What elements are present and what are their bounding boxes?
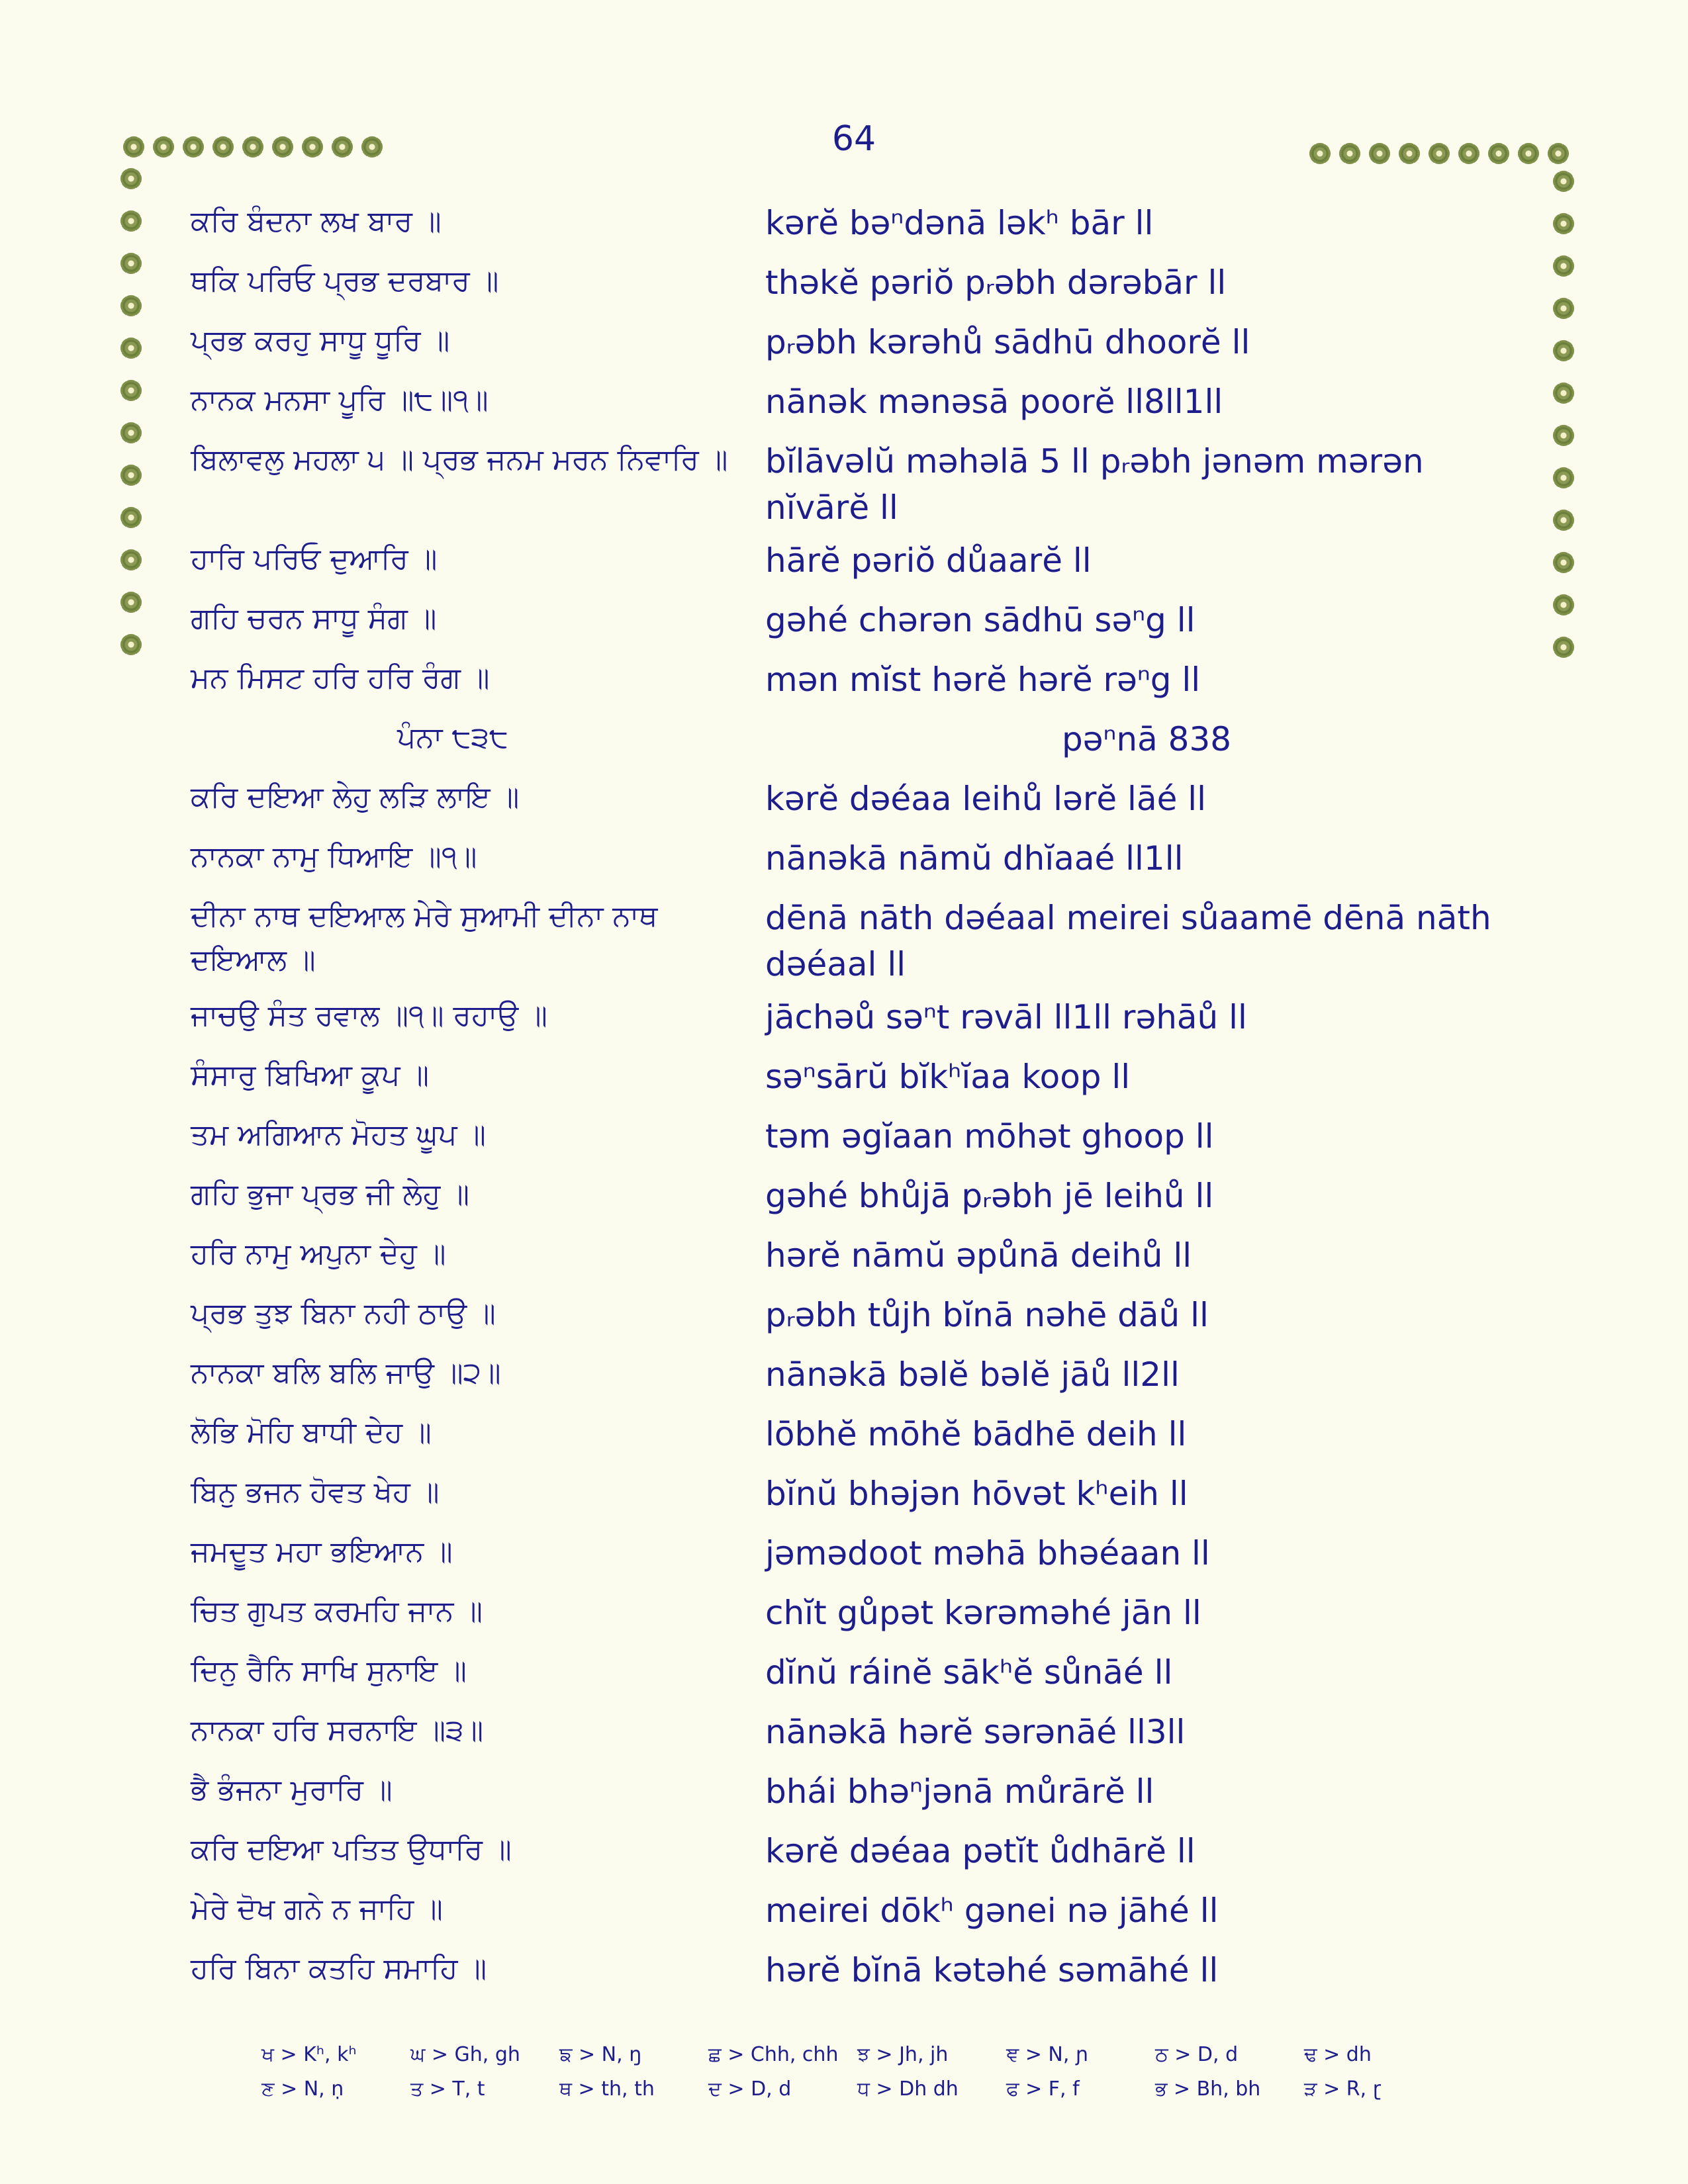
flower-ornament-icon	[120, 380, 142, 401]
transliteration-text: nānək mənəsā poorĕ ll8ll1ll	[765, 383, 1223, 421]
transliteration-text: nānəkā nāmŭ dhĭaaé ll1ll	[765, 839, 1184, 878]
legend-entry: ਢ > dh	[1304, 2042, 1372, 2066]
gurmukhi-text: ਮੇਰੇ ਦੋਖ ਗਨੇ ਨ ਜਾਹਿ ॥	[191, 1892, 443, 1926]
transliteration-text: dēnā nāth dəéaal meirei sůaamē dēnā nāth dəéaal ll	[765, 899, 1491, 983]
gurmukhi-text: ਮਨ ਮਿਸਟ ਹਰਿ ਹਰਿ ਰੰਗ ॥	[191, 661, 490, 695]
transliteration-text: kərĕ dəéaa pətĭt ůdhārĕ ll	[765, 1832, 1196, 1870]
flower-ornament-icon	[120, 338, 142, 359]
gurmukhi-text: ਗਹਿ ਚਰਨ ਸਾਧੂ ਸੰਗ ॥	[191, 602, 437, 635]
legend-entry: ਣ > N, ṇ	[261, 2077, 344, 2101]
flower-ornament-icon	[1553, 383, 1574, 404]
flower-ornament-icon	[1553, 213, 1574, 234]
transliteration-text: pᵣəbh kərəhů sādhū dhoorĕ ll	[765, 323, 1250, 361]
gurmukhi-text: ਨਾਨਕਾ ਨਾਮੁ ਧਿਆਇ ॥੧॥	[191, 840, 477, 874]
transliteration-text: gəhé bhůjā pᵣəbh jē leihů ll	[765, 1177, 1214, 1215]
transliteration-text: chĭt gůpət kərəməhé jān ll	[765, 1594, 1201, 1632]
legend-row	[261, 2037, 1453, 2071]
transliteration-legend	[261, 2037, 1453, 2106]
flower-ornament-icon	[1553, 510, 1574, 531]
flower-ornament-icon	[1553, 637, 1574, 658]
legend-entry: ਠ > D, d	[1155, 2042, 1239, 2066]
transliteration-text: səⁿsārŭ bĭkʰĭaa koop ll	[765, 1058, 1131, 1096]
transliteration-text: hərĕ nāmŭ əpůnā deihů ll	[765, 1236, 1192, 1275]
gurmukhi-text: ਹਰਿ ਬਿਨਾ ਕਤਹਿ ਸਮਾਹਿ ॥	[191, 1952, 487, 1985]
flower-ornament-icon	[242, 136, 263, 158]
flower-ornament-icon	[1399, 143, 1420, 164]
flower-ornament-icon	[120, 549, 142, 570]
legend-entry: ਛ > Chh, chh	[708, 2042, 839, 2066]
flower-ornament-icon	[120, 507, 142, 528]
transliteration-text: təm əgĭaan mōhət ghoop ll	[765, 1117, 1214, 1156]
gurmukhi-text: ਲੋਭਿ ਮੋਹਿ ਬਾਧੀ ਦੇਹ ॥	[191, 1416, 432, 1449]
transliteration-text: lōbhĕ mōhĕ bādhē deih ll	[765, 1415, 1187, 1453]
flower-ornament-icon	[120, 295, 142, 316]
transliteration-text: hərĕ bĭnā kətəhé səmāhé ll	[765, 1951, 1219, 1989]
gurmukhi-text: ਪ੍ਰਭ ਕਰਹੁ ਸਾਧੂ ਧੂਰਿ ॥	[191, 324, 450, 357]
border-top-left	[123, 136, 383, 158]
gurmukhi-text: ਥਕਿ ਪਰਿਓ ਪ੍ਰਭ ਦਰਬਾਰ ॥	[191, 264, 499, 298]
gurmukhi-page-marker: ਪੰਨਾ ੮੩੮	[397, 721, 508, 754]
gurmukhi-text: ਤਮ ਅਗਿਆਨ ਮੋਹਤ ਘੂਪ ॥	[191, 1118, 486, 1152]
flower-ornament-icon	[332, 136, 353, 158]
flower-ornament-icon	[1429, 143, 1450, 164]
flower-ornament-icon	[120, 465, 142, 486]
flower-ornament-icon	[361, 136, 383, 158]
gurmukhi-text: ਬਿਲਾਵਲੁ ਮਹਲਾ ੫ ॥ ਪ੍ਰਭ ਜਨਮ ਮਰਨ ਨਿਵਾਰਿ ॥	[191, 443, 728, 477]
border-right	[1553, 171, 1574, 658]
legend-entry: ੜ > R, ɽ	[1304, 2077, 1382, 2101]
legend-entry: ਞ > N, ɲ	[1006, 2042, 1089, 2066]
flower-ornament-icon	[120, 210, 142, 232]
transliteration-text: bĭnŭ bhəjən hōvət kʰeih ll	[765, 1475, 1188, 1513]
border-left	[120, 168, 142, 655]
flower-ornament-icon	[120, 592, 142, 613]
flower-ornament-icon	[120, 634, 142, 655]
border-top-right	[1309, 143, 1569, 164]
page-number: 64	[831, 119, 876, 159]
transliteration-text: jāchəů səⁿt rəvāl ll1ll rəhāů ll	[765, 998, 1247, 1036]
flower-ornament-icon	[120, 253, 142, 274]
legend-entry: ਘ > Gh, gh	[410, 2042, 520, 2066]
flower-ornament-icon	[1553, 425, 1574, 446]
flower-ornament-icon	[1369, 143, 1390, 164]
transliteration-text: mən mĭst hərĕ hərĕ rəⁿg ll	[765, 660, 1201, 699]
flower-ornament-icon	[1309, 143, 1331, 164]
gurmukhi-text: ਦਿਨੁ ਰੈਨਿ ਸਾਖਿ ਸੁਨਾਇ ॥	[191, 1654, 467, 1688]
gurmukhi-text: ਗਹਿ ਭੁਜਾ ਪ੍ਰਭ ਜੀ ਲੇਹੁ ॥	[191, 1177, 470, 1211]
flower-ornament-icon	[1553, 171, 1574, 192]
gurmukhi-text: ਹਰਿ ਨਾਮੁ ਅਪੁਨਾ ਦੇਹੁ ॥	[191, 1237, 446, 1271]
flower-ornament-icon	[123, 136, 144, 158]
flower-ornament-icon	[183, 136, 204, 158]
gurmukhi-text: ਨਾਨਕਾ ਹਰਿ ਸਰਨਾਇ ॥੩॥	[191, 1713, 484, 1747]
flower-ornament-icon	[1553, 552, 1574, 573]
flower-ornament-icon	[1339, 143, 1360, 164]
gurmukhi-text: ਹਾਰਿ ਪਰਿਓ ਦੁਆਰਿ ॥	[191, 542, 438, 576]
gurmukhi-text: ਜਮਦੂਤ ਮਹਾ ਭਇਆਨ ॥	[191, 1535, 453, 1569]
transliteration-text: nānəkā hərĕ sərənāé ll3ll	[765, 1713, 1186, 1751]
flower-ornament-icon	[272, 136, 293, 158]
legend-entry: ਖ > Kʰ, kʰ	[261, 2042, 357, 2066]
gurmukhi-text: ਕਰਿ ਦਇਆ ਪਤਿਤ ਉਧਾਰਿ ॥	[191, 1833, 512, 1866]
transliteration-text: hārĕ pəriŏ důaarĕ ll	[765, 541, 1092, 580]
gurmukhi-text: ਕਰਿ ਬੰਦਨਾ ਲਖ ਬਾਰ ॥	[191, 205, 442, 238]
gurmukhi-text: ਪ੍ਰਭ ਤੁਝ ਬਿਨਾ ਨਹੀ ਠਾਉ ॥	[191, 1297, 496, 1330]
flower-ornament-icon	[1553, 467, 1574, 488]
flower-ornament-icon	[1518, 143, 1539, 164]
gurmukhi-text: ਨਾਨਕ ਮਨਸਾ ਪੂਰਿ ॥੮॥੧॥	[191, 383, 489, 417]
flower-ornament-icon	[1458, 143, 1479, 164]
gurmukhi-text: ਚਿਤ ਗੁਪਤ ਕਰਮਹਿ ਜਾਨ ॥	[191, 1594, 483, 1628]
legend-entry: ਫ > F, f	[1006, 2077, 1080, 2101]
legend-entry: ਦ > D, d	[708, 2077, 792, 2101]
legend-entry: ਙ > N, ŋ	[559, 2042, 642, 2066]
transliteration-text: pᵣəbh tůjh bĭnā nəhē dāů ll	[765, 1296, 1209, 1334]
gurmukhi-text: ਕਰਿ ਦਇਆ ਲੇਹੁ ਲੜਿ ਲਾਇ ॥	[191, 780, 520, 814]
flower-ornament-icon	[120, 422, 142, 443]
flower-ornament-icon	[212, 136, 234, 158]
legend-entry: ਧ > Dh dh	[857, 2077, 959, 2101]
transliteration-text: bĭlāvəlŭ məhəlā 5 ll pᵣəbh jənəm mərən nĭvārĕ ll	[765, 442, 1424, 527]
transliteration-text: dĭnŭ ráinĕ sākʰĕ sůnāé ll	[765, 1653, 1173, 1692]
flower-ornament-icon	[1488, 143, 1509, 164]
legend-entry: ਥ > th, th	[559, 2077, 655, 2101]
legend-entry: ਝ > Jh, jh	[857, 2042, 949, 2066]
gurmukhi-text: ਦੀਨਾ ਨਾਥ ਦਇਆਲ ਮੇਰੇ ਸੁਆਮੀ ਦੀਨਾ ਨਾਥ ਦਇਆਲ ॥	[191, 899, 658, 977]
flower-ornament-icon	[1553, 298, 1574, 319]
gurmukhi-text: ਸੰਸਾਰੁ ਬਿਖਿਆ ਕੂਪ ॥	[191, 1058, 430, 1092]
legend-entry: ਤ > T, t	[410, 2077, 485, 2101]
legend-row	[261, 2071, 1453, 2106]
transliteration-text: nānəkā bəlĕ bəlĕ jāů ll2ll	[765, 1355, 1180, 1394]
flower-ornament-icon	[1548, 143, 1569, 164]
flower-ornament-icon	[1553, 594, 1574, 615]
transliteration-page-marker: pəⁿnā 838	[1062, 720, 1232, 758]
transliteration-text: jəmədoot məhā bhəéaan ll	[765, 1534, 1210, 1572]
flower-ornament-icon	[1553, 255, 1574, 277]
legend-entry: ਭ > Bh, bh	[1155, 2077, 1261, 2101]
transliteration-text: gəhé chərən sādhū səⁿg ll	[765, 601, 1196, 639]
flower-ornament-icon	[153, 136, 174, 158]
transliteration-text: kərĕ bəⁿdənā ləkʰ bār ll	[765, 204, 1154, 242]
flower-ornament-icon	[302, 136, 323, 158]
transliteration-text: bhái bhəⁿjənā můrārĕ ll	[765, 1772, 1154, 1811]
transliteration-text: thəkĕ pəriŏ pᵣəbh dərəbār ll	[765, 263, 1227, 302]
gurmukhi-text: ਜਾਚਉ ਸੰਤ ਰਵਾਲ ॥੧॥ ਰਹਾਉ ॥	[191, 999, 547, 1032]
flower-ornament-icon	[1553, 340, 1574, 361]
transliteration-text: meirei dōkʰ gənei nə jāhé ll	[765, 1891, 1219, 1930]
transliteration-text: kərĕ dəéaa leihů lərĕ lāé ll	[765, 780, 1207, 818]
gurmukhi-text: ਭੈ ਭੰਜਨਾ ਮੁਰਾਰਿ ॥	[191, 1773, 393, 1807]
flower-ornament-icon	[120, 168, 142, 189]
gurmukhi-text: ਨਾਨਕਾ ਬਲਿ ਬਲਿ ਜਾਉ ॥੨॥	[191, 1356, 501, 1390]
gurmukhi-text: ਬਿਨੁ ਭਜਨ ਹੋਵਤ ਖੇਹ ॥	[191, 1475, 440, 1509]
